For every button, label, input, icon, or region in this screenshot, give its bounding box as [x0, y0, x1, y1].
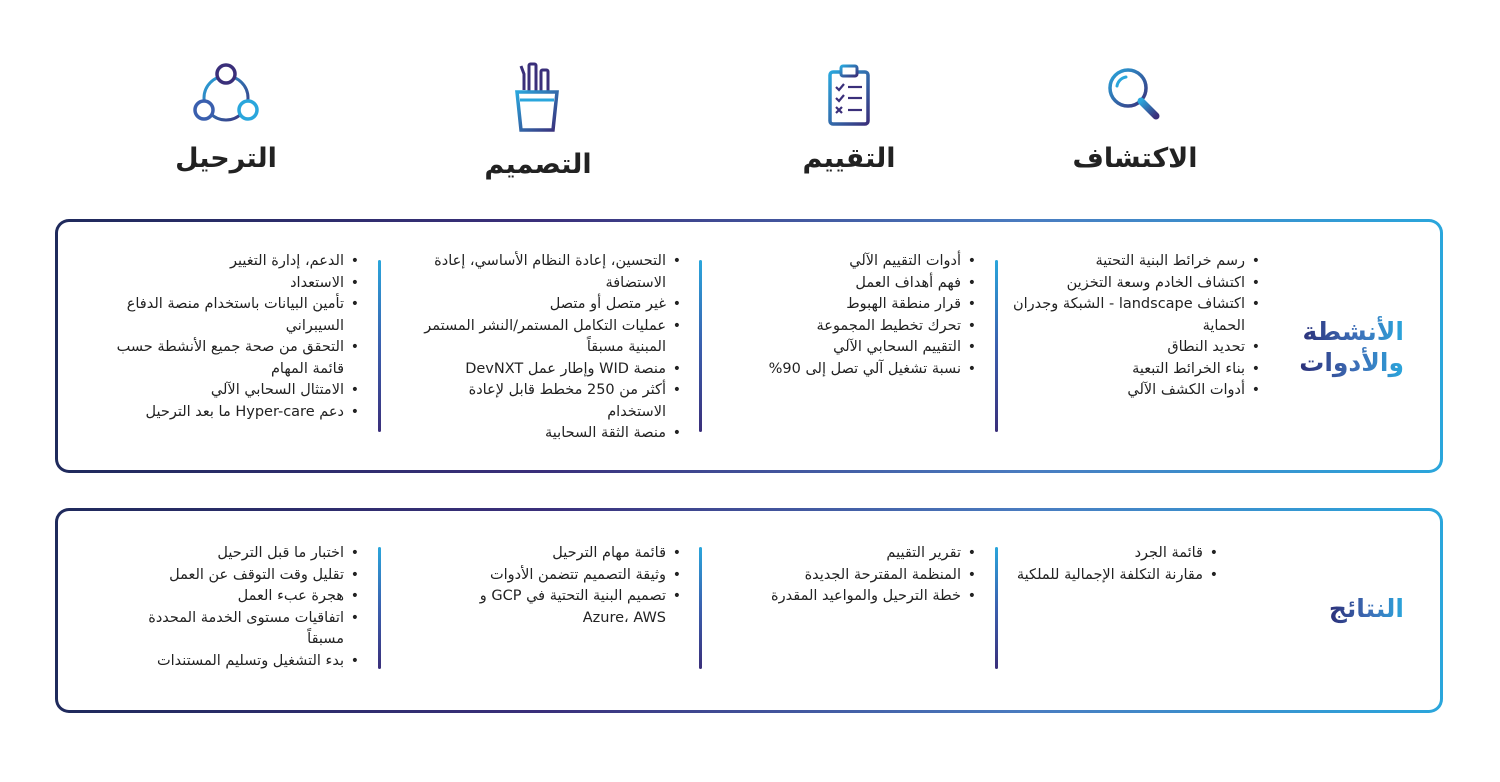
list-item: • اتفاقيات مستوى الخدمة المحددة مسبقاً — [111, 608, 361, 651]
list-item: • أدوات الكشف الآلي — [1007, 380, 1262, 402]
list-item: • تقليل وقت التوقف عن العمل — [111, 565, 361, 587]
activities-panel — [55, 219, 1443, 473]
list-item: • منصة WID وإطار عمل DevNXT — [421, 359, 683, 381]
outcomes-assessment-list — [718, 543, 978, 608]
activities-discovery-list — [1007, 251, 1262, 402]
list-item: • رسم خرائط البنية التحتية — [1007, 251, 1262, 273]
list-item: • أدوات التقييم الآلي — [718, 251, 978, 273]
list-item: • الامتثال السحابي الآلي — [111, 380, 361, 402]
list-item: • هجرة عبء العمل — [111, 586, 361, 608]
phase-title-migration: الترحيل — [175, 143, 277, 174]
list-item: • دعم Hyper-care ما بعد الترحيل — [111, 402, 361, 424]
list-item: • أكثر من 250 مخطط قابل لإعادة الاستخدام — [421, 380, 683, 423]
phase-title-design: التصميم — [484, 149, 592, 180]
list-item: • عمليات التكامل المستمر/النشر المستمر المبنية مسبقاً — [421, 316, 683, 359]
list-item: • الاستعداد — [111, 273, 361, 295]
activities-migration-list — [111, 251, 361, 423]
list-item: • خطة الترحيل والمواعيد المقدرة — [718, 586, 978, 608]
outcomes-design-list — [431, 543, 683, 629]
phase-title-discovery: الاكتشاف — [1072, 143, 1198, 174]
outcomes-migration-list — [111, 543, 361, 672]
outcomes-row-label: النتائج — [1328, 594, 1404, 623]
list-item: • وثيقة التصميم تتضمن الأدوات — [431, 565, 683, 587]
list-item: • فهم أهداف العمل — [718, 273, 978, 295]
magnifier-icon — [1100, 60, 1170, 130]
activities-row-label: الأنشطة والأدوات — [1299, 317, 1404, 378]
list-item: • تحديد النطاق — [1007, 337, 1262, 359]
list-item: • غير متصل أو متصل — [421, 294, 683, 316]
network-nodes-icon — [186, 60, 266, 130]
list-item: • التحسين، إعادة النظام الأساسي، إعادة الاستضافة — [421, 251, 683, 294]
outcomes-panel — [55, 508, 1443, 713]
list-item: • نسبة تشغيل آلي تصل إلى 90% — [718, 359, 978, 381]
phase-discovery — [1010, 60, 1260, 174]
list-item: • تحرك تخطيط المجموعة — [718, 316, 978, 338]
list-item: • المنظمة المقترحة الجديدة — [718, 565, 978, 587]
activities-design-list — [421, 251, 683, 445]
phase-migration — [101, 60, 351, 174]
list-item: • مقارنة التكلفة الإجمالية للملكية — [1010, 565, 1220, 587]
outcomes-discovery-list — [1010, 543, 1220, 586]
activities-assessment-list — [718, 251, 978, 380]
column-divider — [699, 547, 702, 669]
list-item: • قائمة الجرد — [1010, 543, 1220, 565]
phase-design — [413, 60, 663, 180]
list-item: • اكتشاف landscape - الشبكة وجدران الحماية — [1007, 294, 1262, 337]
list-item: • بناء الخرائط التبعية — [1007, 359, 1262, 381]
column-divider — [995, 547, 998, 669]
phase-title-assessment: التقييم — [802, 143, 896, 174]
list-item: • بدء التشغيل وتسليم المستندات — [111, 651, 361, 673]
column-divider — [995, 260, 998, 432]
list-item: • تصميم البنية التحتية في GCP و Azure، AWS — [431, 586, 683, 629]
column-divider — [378, 547, 381, 669]
list-item: • الدعم، إدارة التغيير — [111, 251, 361, 273]
clipboard-checklist-icon — [814, 60, 884, 130]
list-item: • تأمين البيانات باستخدام منصة الدفاع السيبراني — [111, 294, 361, 337]
phase-assessment — [724, 60, 974, 174]
list-item: • قائمة مهام الترحيل — [431, 543, 683, 565]
column-divider — [378, 260, 381, 432]
list-item: • اختبار ما قبل الترحيل — [111, 543, 361, 565]
pencil-cup-icon — [503, 60, 573, 136]
list-item: • قرار منطقة الهبوط — [718, 294, 978, 316]
column-divider — [699, 260, 702, 432]
list-item: • التقييم السحابي الآلي — [718, 337, 978, 359]
list-item: • اكتشاف الخادم وسعة التخزين — [1007, 273, 1262, 295]
list-item: • التحقق من صحة جميع الأنشطة حسب قائمة المهام — [111, 337, 361, 380]
list-item: • تقرير التقييم — [718, 543, 978, 565]
list-item: • منصة الثقة السحابية — [421, 423, 683, 445]
